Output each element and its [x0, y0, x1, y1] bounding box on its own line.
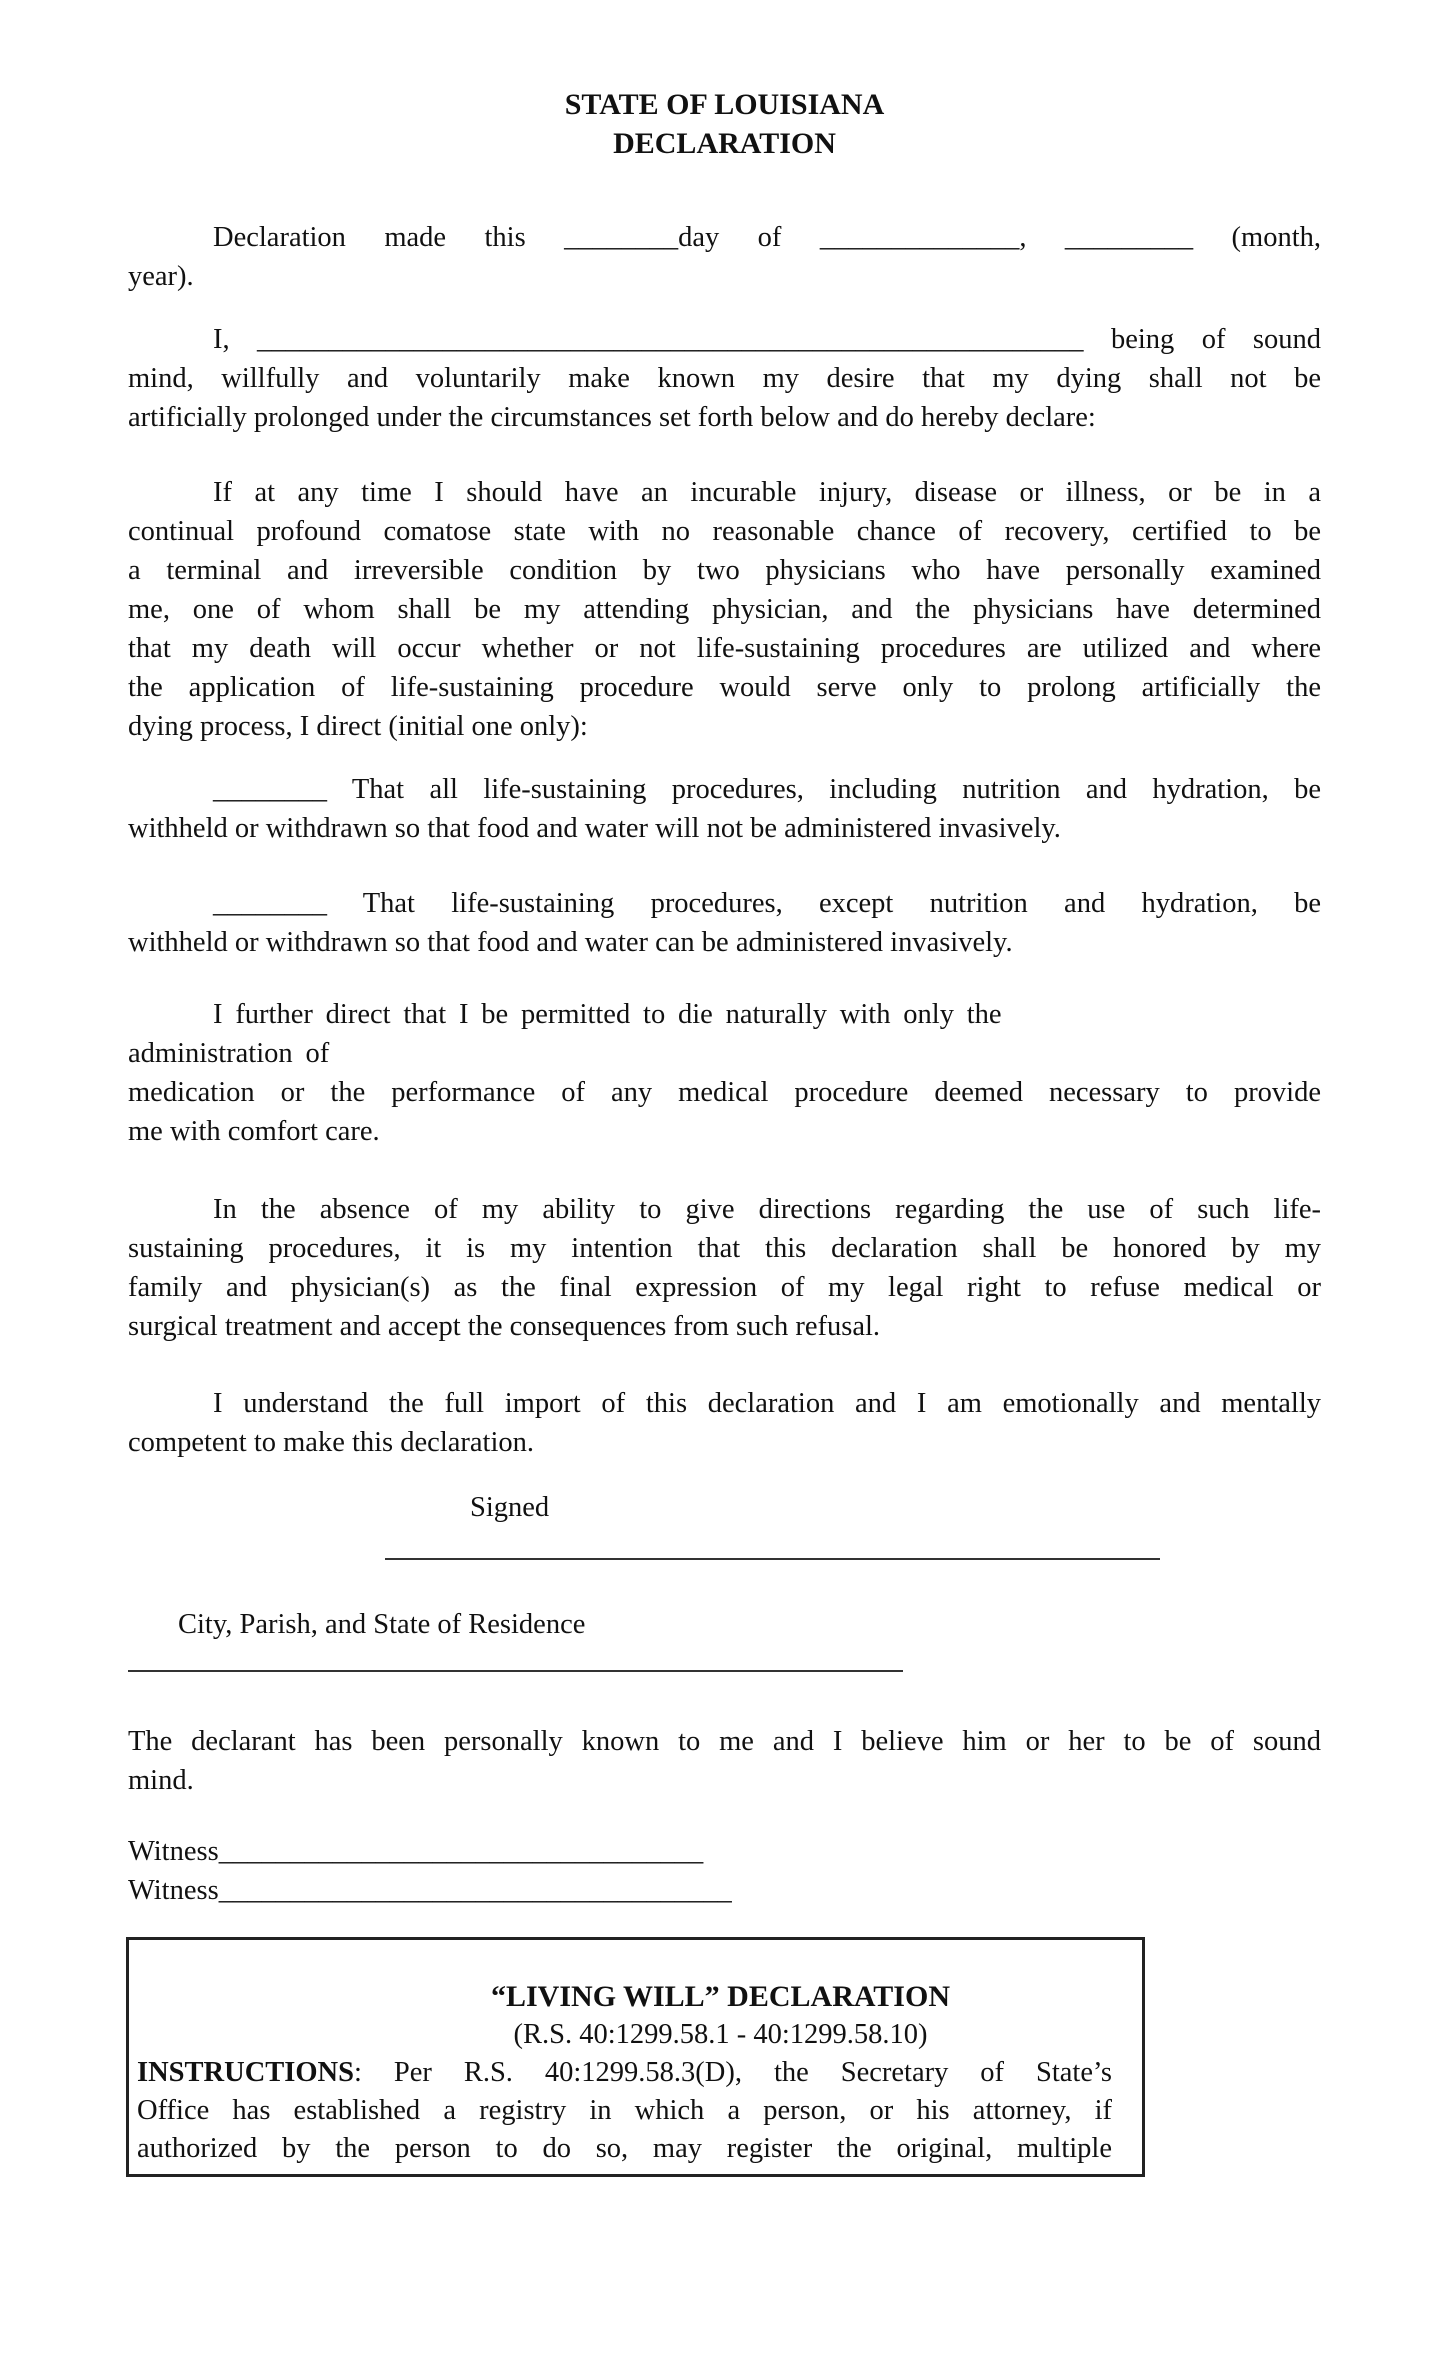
text-line: me, one of whom shall be my attending physician, and the physicians have determined — [128, 594, 1321, 625]
witness-blank: __________________________________ — [218, 1836, 704, 1867]
text-line: sustaining procedures, it is my intention that this declaration shall be honored by my — [128, 1233, 1321, 1264]
text-line: administration of — [128, 1038, 330, 1069]
paragraph-option-except-nutrition — [128, 884, 1321, 962]
paragraph-comfort-care — [128, 995, 1321, 1151]
text-line: mind, willfully and voluntarily make known my desire that my dying shall not be — [128, 363, 1321, 394]
text-line: that my death will occur whether or not life-sustaining procedures are utilized and where — [128, 633, 1321, 664]
paragraph-competence — [128, 1384, 1321, 1462]
witness-row — [128, 1871, 1321, 1910]
box-title: “LIVING WILL” DECLARATION — [491, 1980, 950, 2013]
title-line-declaration: DECLARATION — [613, 127, 836, 160]
text-line: I understand the full import of this declaration and I am emotionally and mentally — [213, 1388, 1321, 1419]
text-line: continual profound comatose state with no reasonable chance of recovery, certified to be — [128, 516, 1321, 547]
witness-block — [128, 1832, 1321, 1910]
witness-label: Witness — [128, 1836, 219, 1867]
text-line: competent to make this declaration. — [128, 1427, 534, 1458]
text-line: I, __________________________________________________________ being of sound — [213, 324, 1321, 355]
paragraph-declaration-date — [128, 218, 1321, 296]
text-line: medication or the performance of any medical procedure deemed necessary to provide — [128, 1077, 1321, 1108]
text-line: In the absence of my ability to give directions regarding the use of such life- — [213, 1194, 1321, 1225]
signed-label: Signed — [470, 1492, 550, 1523]
signature-line — [385, 1558, 1160, 1560]
text-line: ________ That all life-sustaining procedures, including nutrition and hydration, be — [213, 774, 1321, 805]
text-line: ________ That life-sustaining procedures, except nutrition and hydration, be — [213, 888, 1321, 919]
paragraph-option-all-procedures — [128, 770, 1321, 848]
text-line: year). — [128, 261, 194, 292]
paragraph-declarant-statement — [128, 320, 1321, 437]
text-line: dying process, I direct (initial one only): — [128, 711, 588, 742]
witness-row — [128, 1832, 1321, 1871]
residence-line — [128, 1670, 903, 1672]
box-instructions-line: authorized by the person to do so, may register the original, multiple — [137, 2133, 1112, 2164]
box-statute-reference: (R.S. 40:1299.58.1 - 40:1299.58.10) — [513, 2019, 928, 2050]
paragraph-witness-attestation — [128, 1722, 1321, 1800]
witness-blank: ____________________________________ — [218, 1875, 732, 1906]
text-line: artificially prolonged under the circumstances set forth below and do hereby declare: — [128, 402, 1096, 433]
instructions-label: INSTRUCTIONS — [137, 2057, 354, 2088]
text-line: withheld or withdrawn so that food and water can be administered invasively. — [128, 927, 1013, 958]
box-instructions-line — [137, 2054, 1112, 2092]
text-line: family and physician(s) as the final expression of my legal right to refuse medical or — [128, 1272, 1321, 1303]
residence-label: City, Parish, and State of Residence — [178, 1609, 586, 1640]
document-title — [128, 85, 1321, 163]
box-instructions-line: Office has established a registry in which a person, or his attorney, if — [137, 2095, 1112, 2126]
paragraph-absence-of-ability — [128, 1190, 1321, 1346]
text-line: Declaration made this ________day of ______________, _________ (month, — [213, 222, 1321, 253]
paragraph-terminal-condition — [128, 473, 1321, 746]
text-line: If at any time I should have an incurable injury, disease or illness, or be in a — [213, 477, 1321, 508]
text-line: withheld or withdrawn so that food and water will not be administered invasively. — [128, 813, 1061, 844]
instructions-text: : Per R.S. 40:1299.58.3(D), the Secretary of State’s — [353, 2057, 1112, 2088]
text-line: The declarant has been personally known to me and I believe him or her to be of sound — [128, 1726, 1321, 1757]
text-line: me with comfort care. — [128, 1116, 380, 1147]
text-line: the application of life-sustaining procedure would serve only to prolong artificially the — [128, 672, 1321, 703]
text-line: I further direct that I be permitted to die naturally with only the — [213, 999, 1002, 1030]
witness-label: Witness — [128, 1875, 219, 1906]
title-line-state: STATE OF LOUISIANA — [564, 88, 885, 121]
text-line: surgical treatment and accept the consequences from such refusal. — [128, 1311, 881, 1342]
living-will-instructions-box — [126, 1937, 1145, 2177]
text-line: a terminal and irreversible condition by two physicians who have personally examined — [128, 555, 1321, 586]
text-line: mind. — [128, 1765, 194, 1796]
